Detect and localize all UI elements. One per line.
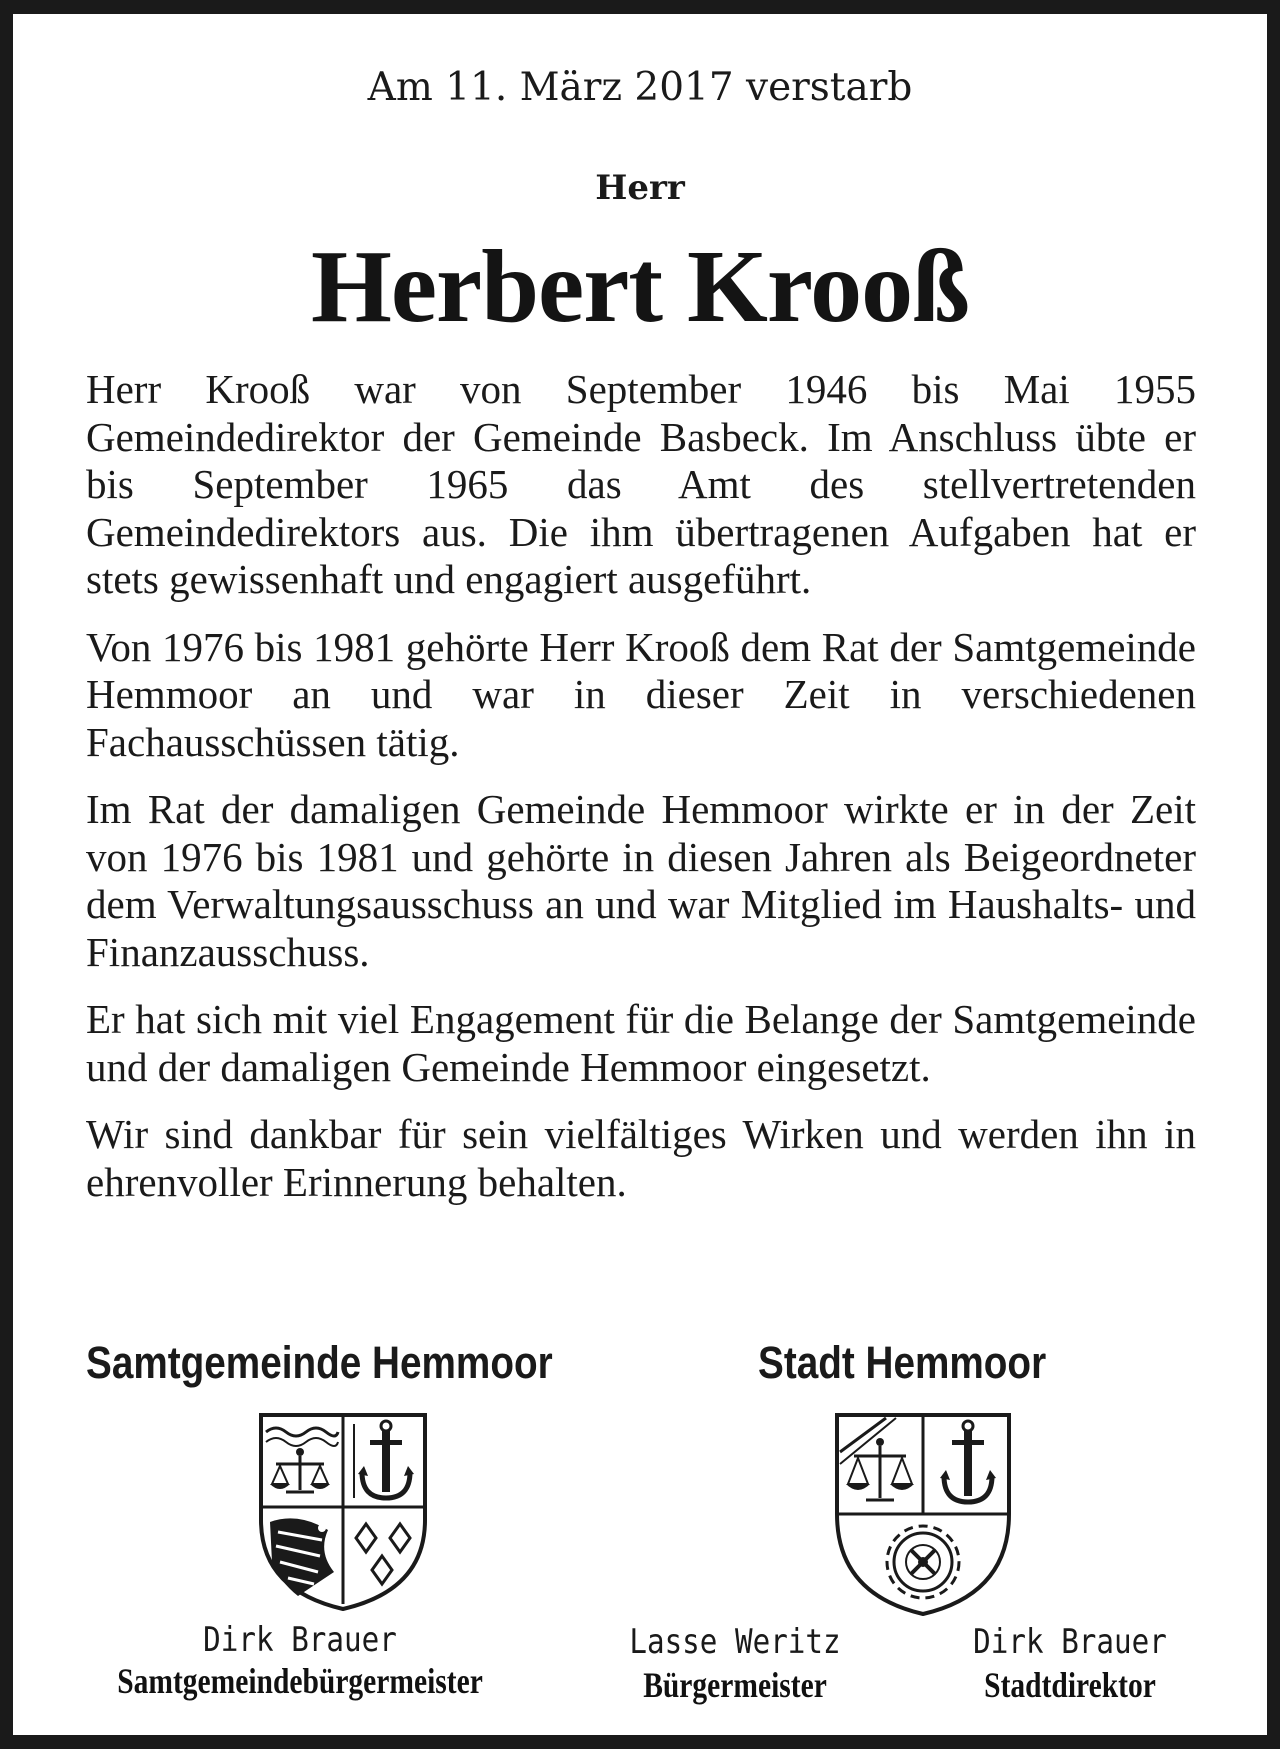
signer-name-left: Dirk Brauer: [203, 1620, 397, 1660]
paragraph-gratitude: Wir sind dankbar für sein vielfältiges Wirken und werden ihn in ehrenvoller Erinnerung behalten.: [86, 1111, 1196, 1205]
organization-samtgemeinde: Samtgemeinde Hemmoor: [86, 1337, 553, 1388]
paragraph-engagement: Er hat sich mit viel Engagement für die Belange der Samtgemeinde und der damaligen Gemeinde Hemmoor eingesetzt.: [86, 996, 1196, 1090]
paragraph-council: Von 1976 bis 1981 gehörte Herr Krooß dem Rat der Samtgemeinde Hemmoor an und war in dieser Zeit in verschiedenen Fachausschüssen tätig.: [86, 623, 1196, 765]
paragraph-career: Herr Krooß war von September 1946 bis Mai 1955 Gemeindedirektor der Gemeinde Basbeck. Im Anschluss übte er bis September 1965 das Amt des stellvertretenden Gemeindedirektors aus. Die ihm übertragenen Aufgaben hat er stets gewissenhaft und engagiert ausgeführt.: [86, 366, 1196, 602]
signer-title-mayor: Bürgermeister: [643, 1665, 827, 1705]
notice-body: [86, 366, 1196, 1226]
signer-title-left: Samtgemeindebürgermeister: [117, 1661, 483, 1701]
signer-name-director: Dirk Brauer: [973, 1622, 1167, 1662]
salutation: Herr: [595, 168, 685, 208]
signer-name-mayor: Lasse Weritz: [629, 1622, 841, 1662]
signer-title-director: Stadtdirektor: [984, 1665, 1156, 1705]
samtgemeinde-hemmoor-coat-of-arms-icon: [258, 1412, 428, 1612]
organization-stadt: Stadt Hemmoor: [758, 1337, 1047, 1388]
deceased-name: Herbert Krooß: [310, 229, 970, 344]
stadt-hemmoor-coat-of-arms-icon: [834, 1412, 1012, 1617]
paragraph-municipal-council: Im Rat der damaligen Gemeinde Hemmoor wirkte er in der Zeit von 1976 bis 1981 und gehörte in diesen Jahren als Beigeordneter dem Verwaltungsausschuss an und war Mitglied im Haushalts- und Finanzausschuss.: [86, 786, 1196, 975]
intro-line: Am 11. März 2017 verstarb: [367, 65, 913, 110]
